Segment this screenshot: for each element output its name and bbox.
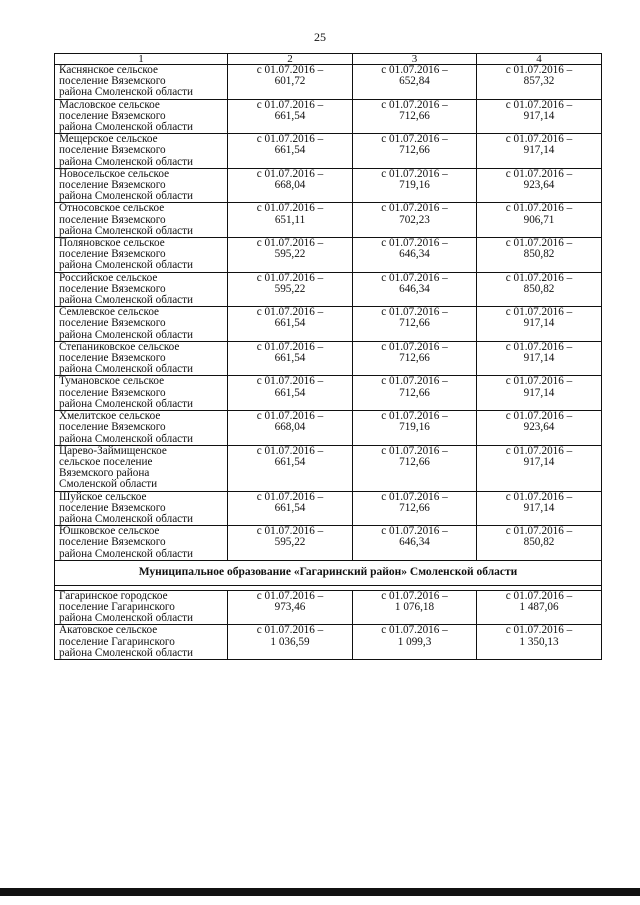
tariff-cell-c3 <box>353 99 477 134</box>
tariff-cell-c4 <box>477 491 602 526</box>
tariff-cell-c2 <box>228 203 353 238</box>
settlement-name-line: поселение Вяземского <box>59 75 166 88</box>
tariff-cell-c4 <box>477 376 602 411</box>
table-row <box>55 99 602 134</box>
tariff-value: 1 350,13 <box>519 635 559 648</box>
tariff-value: 973,46 <box>274 600 306 613</box>
tariff-value: 917,14 <box>523 386 555 399</box>
tariff-cell-c4 <box>477 526 602 561</box>
settlement-name-line: Гагаринское городское <box>59 589 168 602</box>
tariff-cell-c4 <box>477 307 602 342</box>
tariff-cell-c2 <box>228 65 353 100</box>
table-row <box>55 168 602 203</box>
table-row <box>55 65 602 100</box>
settlement-name-line: поселение Вяземского <box>59 109 166 122</box>
tariff-value: 595,22 <box>274 282 306 295</box>
effective-date: с 01.07.2016 – <box>256 340 324 353</box>
tariff-value: 661,54 <box>274 501 306 514</box>
tariff-value: 1 487,06 <box>519 600 559 613</box>
tariff-value: 719,16 <box>399 421 430 434</box>
settlement-name-line: района Смоленской области <box>59 547 194 560</box>
bottom-border-bar <box>0 888 640 896</box>
tariff-cell-c2 <box>228 168 353 203</box>
table-body-gagarinsky <box>55 590 602 659</box>
tariff-cell-c2 <box>228 272 353 307</box>
tariff-cell-c2 <box>228 526 353 561</box>
tariff-cell-c3 <box>353 307 477 342</box>
tariff-value: 850,82 <box>523 248 555 261</box>
tariff-cell-c2 <box>228 445 353 491</box>
effective-date: с 01.07.2016 – <box>256 525 324 538</box>
tariff-value: 646,34 <box>399 248 430 261</box>
settlement-name-line: Российское сельское <box>59 271 158 284</box>
tariff-value: 601,72 <box>274 75 306 88</box>
effective-date: с 01.07.2016 – <box>256 98 324 111</box>
effective-date: с 01.07.2016 – <box>381 525 448 538</box>
settlement-name-cell <box>55 307 228 342</box>
settlement-name-line: района Смоленской области <box>59 432 194 445</box>
tariff-value: 712,66 <box>399 501 430 514</box>
settlement-name-line: Относовское сельское <box>59 202 165 215</box>
settlement-name-line: Акатовское сельское <box>59 624 158 637</box>
effective-date: с 01.07.2016 – <box>256 444 324 457</box>
settlement-name-line: поселение Вяземского <box>59 421 166 434</box>
effective-date: с 01.07.2016 – <box>381 98 448 111</box>
tariff-cell-c4 <box>477 99 602 134</box>
tariff-cell-c3 <box>353 445 477 491</box>
settlement-name-line: района Смоленской области <box>59 646 194 659</box>
tariff-value: 712,66 <box>399 352 430 365</box>
effective-date: с 01.07.2016 – <box>256 624 324 637</box>
effective-date: с 01.07.2016 – <box>381 167 448 180</box>
settlement-name-line: района Смоленской области <box>59 328 194 341</box>
section-header <box>55 560 602 590</box>
table-row <box>55 203 602 238</box>
tariff-cell-c4 <box>477 134 602 169</box>
effective-date: с 01.07.2016 – <box>505 490 573 503</box>
tariff-cell-c2 <box>228 590 353 625</box>
settlement-name-line: Вяземского района <box>59 467 150 480</box>
tariff-cell-c3 <box>353 238 477 273</box>
tariff-value: 595,22 <box>274 536 306 549</box>
settlement-name-cell <box>55 376 228 411</box>
settlement-name-line: района Смоленской области <box>59 224 194 237</box>
settlement-name-line: района Смоленской области <box>59 121 194 134</box>
effective-date: с 01.07.2016 – <box>505 271 573 284</box>
tariff-cell-c3 <box>353 491 477 526</box>
table-row <box>55 491 602 526</box>
page-number: 25 <box>314 30 326 44</box>
settlement-name-line: района Смоленской области <box>59 512 194 525</box>
column-header: 3 <box>353 54 477 65</box>
effective-date: с 01.07.2016 – <box>505 589 573 602</box>
settlement-name-line: Мещерское сельское <box>59 133 158 146</box>
tariff-cell-c3 <box>353 203 477 238</box>
tariff-cell-c4 <box>477 272 602 307</box>
tariff-value: 702,23 <box>399 213 430 226</box>
settlement-name-line: Масловское сельское <box>59 98 160 111</box>
settlement-name-line: района Смоленской области <box>59 397 194 410</box>
tariff-value: 917,14 <box>523 144 555 157</box>
tariff-value: 1 099,3 <box>397 635 432 648</box>
effective-date: с 01.07.2016 – <box>505 202 573 215</box>
settlement-name-cell <box>55 341 228 376</box>
effective-date: с 01.07.2016 – <box>505 410 573 423</box>
header-row <box>55 54 602 65</box>
tariff-value: 712,66 <box>399 386 430 399</box>
effective-date: с 01.07.2016 – <box>256 375 324 388</box>
tariff-cell-c4 <box>477 590 602 625</box>
settlement-name-line: поселение Вяземского <box>59 179 166 192</box>
effective-date: с 01.07.2016 – <box>381 410 448 423</box>
effective-date: с 01.07.2016 – <box>256 237 324 250</box>
tariff-cell-c2 <box>228 341 353 376</box>
column-header: 4 <box>477 54 602 65</box>
tariff-cell-c2 <box>228 625 353 660</box>
effective-date: с 01.07.2016 – <box>381 64 448 76</box>
effective-date: с 01.07.2016 – <box>381 340 448 353</box>
tariff-cell-c3 <box>353 526 477 561</box>
tariff-cell-c4 <box>477 238 602 273</box>
settlement-name-line: района Смоленской области <box>59 190 194 203</box>
table-row <box>55 526 602 561</box>
tariff-cell-c2 <box>228 411 353 446</box>
settlement-name-line: района Смоленской области <box>59 86 194 99</box>
effective-date: с 01.07.2016 – <box>505 444 573 457</box>
effective-date: с 01.07.2016 – <box>505 306 573 319</box>
table-row <box>55 341 602 376</box>
tariff-cell-c2 <box>228 376 353 411</box>
settlement-name-line: Степаниковское сельское <box>59 340 180 353</box>
effective-date: с 01.07.2016 – <box>505 525 573 538</box>
tariff-value: 651,11 <box>274 213 306 226</box>
column-header: 1 <box>55 54 228 65</box>
tariff-cell-c2 <box>228 307 353 342</box>
effective-date: с 01.07.2016 – <box>256 167 324 180</box>
settlement-name-line: Тумановское сельское <box>59 375 165 388</box>
tariff-value: 712,66 <box>399 109 430 122</box>
tariff-cell-c2 <box>228 99 353 134</box>
tariff-table <box>54 53 602 660</box>
settlement-name-line: поселение Вяземского <box>59 282 166 295</box>
tariff-value: 917,14 <box>523 352 555 365</box>
effective-date: с 01.07.2016 – <box>505 167 573 180</box>
tariff-cell-c4 <box>477 411 602 446</box>
table-row <box>55 134 602 169</box>
effective-date: с 01.07.2016 – <box>505 133 573 146</box>
effective-date: с 01.07.2016 – <box>381 133 448 146</box>
settlement-name-line: поселение Вяземского <box>59 317 166 330</box>
tariff-value: 1 076,18 <box>394 600 435 613</box>
effective-date: с 01.07.2016 – <box>381 589 448 602</box>
tariff-cell-c4 <box>477 203 602 238</box>
tariff-value: 668,04 <box>274 421 306 434</box>
settlement-name-cell <box>55 99 228 134</box>
settlement-name-cell <box>55 238 228 273</box>
settlement-name-line: Юшковское сельское <box>59 525 160 538</box>
settlement-name-line: района Смоленской области <box>59 612 194 625</box>
tariff-cell-c3 <box>353 272 477 307</box>
settlement-name-cell <box>55 411 228 446</box>
tariff-cell-c3 <box>353 411 477 446</box>
effective-date: с 01.07.2016 – <box>505 64 573 76</box>
effective-date: с 01.07.2016 – <box>256 410 324 423</box>
tariff-value: 661,54 <box>274 455 306 468</box>
effective-date: с 01.07.2016 – <box>256 133 324 146</box>
effective-date: с 01.07.2016 – <box>256 589 324 602</box>
tariff-value: 661,54 <box>274 352 306 365</box>
settlement-name-line: поселение Вяземского <box>59 501 166 514</box>
settlement-name-line: поселение Вяземского <box>59 144 166 157</box>
tariff-value: 661,54 <box>274 109 306 122</box>
settlement-name-cell <box>55 625 228 660</box>
table-row <box>55 376 602 411</box>
tariff-value: 719,16 <box>399 179 430 192</box>
tariff-value: 917,14 <box>523 455 555 468</box>
tariff-cell-c4 <box>477 65 602 100</box>
settlement-name-line: поселение Гагаринского <box>59 635 175 648</box>
settlement-name-line: района Смоленской области <box>59 363 194 376</box>
tariff-cell-c2 <box>228 134 353 169</box>
tariff-value: 857,32 <box>523 75 555 88</box>
tariff-cell-c4 <box>477 625 602 660</box>
settlement-name-line: поселение Вяземского <box>59 536 166 549</box>
settlement-name-line: района Смоленской области <box>59 259 194 272</box>
effective-date: с 01.07.2016 – <box>256 64 324 76</box>
settlement-name-line: Хмелитское сельское <box>59 410 161 423</box>
settlement-name-cell <box>55 491 228 526</box>
effective-date: с 01.07.2016 – <box>381 490 448 503</box>
section-row <box>55 560 602 585</box>
tariff-value: 712,66 <box>399 317 430 330</box>
tariff-value: 917,14 <box>523 317 555 330</box>
tariff-value: 850,82 <box>523 282 555 295</box>
settlement-name-line: Смоленской области <box>59 478 158 491</box>
tariff-cell-c3 <box>353 168 477 203</box>
table-body-vyazemsky <box>55 65 602 561</box>
effective-date: с 01.07.2016 – <box>256 306 324 319</box>
tariff-value: 668,04 <box>274 179 306 192</box>
tariff-value: 661,54 <box>274 144 306 157</box>
tariff-value: 595,22 <box>274 248 306 261</box>
tariff-cell-c3 <box>353 590 477 625</box>
effective-date: с 01.07.2016 – <box>505 340 573 353</box>
settlement-name-cell <box>55 272 228 307</box>
settlement-name-cell <box>55 526 228 561</box>
section-title: Муниципальное образование «Гагаринский район» Смоленской области <box>55 560 602 585</box>
tariff-cell-c3 <box>353 625 477 660</box>
effective-date: с 01.07.2016 – <box>505 375 573 388</box>
column-header: 2 <box>228 54 353 65</box>
settlement-name-line: Царево-Займищенское <box>59 444 167 457</box>
tariff-value: 923,64 <box>523 179 555 192</box>
effective-date: с 01.07.2016 – <box>381 202 448 215</box>
tariff-cell-c3 <box>353 65 477 100</box>
settlement-name-line: Семлевское сельское <box>59 306 160 319</box>
table-row <box>55 625 602 660</box>
effective-date: с 01.07.2016 – <box>381 624 448 637</box>
tariff-value: 906,71 <box>523 213 555 226</box>
settlement-name-line: района Смоленской области <box>59 155 194 168</box>
effective-date: с 01.07.2016 – <box>381 306 448 319</box>
tariff-cell-c3 <box>353 341 477 376</box>
settlement-name-cell <box>55 168 228 203</box>
tariff-value: 1 036,59 <box>270 635 310 648</box>
effective-date: с 01.07.2016 – <box>381 271 448 284</box>
tariff-value: 646,34 <box>399 536 430 549</box>
tariff-cell-c3 <box>353 134 477 169</box>
tariff-value: 646,34 <box>399 282 430 295</box>
settlement-name-line: поселение Вяземского <box>59 248 166 261</box>
settlement-name-cell <box>55 203 228 238</box>
settlement-name-cell <box>55 134 228 169</box>
effective-date: с 01.07.2016 – <box>381 375 448 388</box>
settlement-name-line: Поляновское сельское <box>59 237 165 250</box>
settlement-name-line: поселение Вяземского <box>59 352 166 365</box>
tariff-value: 917,14 <box>523 501 555 514</box>
tariff-cell-c3 <box>353 376 477 411</box>
settlement-name-line: поселение Гагаринского <box>59 600 175 613</box>
table-row <box>55 411 602 446</box>
settlement-name-cell <box>55 65 228 100</box>
settlement-name-line: сельское поселение <box>59 455 153 468</box>
table-row <box>55 307 602 342</box>
tariff-value: 661,54 <box>274 317 306 330</box>
settlement-name-line: поселение Вяземского <box>59 386 166 399</box>
tariff-value: 712,66 <box>399 455 430 468</box>
settlement-name-line: района Смоленской области <box>59 294 194 307</box>
settlement-name-line: Новосельское сельское <box>59 167 170 180</box>
table-row <box>55 272 602 307</box>
tariff-cell-c2 <box>228 491 353 526</box>
tariff-value: 652,84 <box>399 75 430 88</box>
settlement-name-line: Шуйское сельское <box>59 490 147 503</box>
effective-date: с 01.07.2016 – <box>381 237 448 250</box>
table-row <box>55 445 602 491</box>
effective-date: с 01.07.2016 – <box>505 624 573 637</box>
tariff-cell-c4 <box>477 168 602 203</box>
tariff-value: 917,14 <box>523 109 555 122</box>
tariff-value: 661,54 <box>274 386 306 399</box>
settlement-name-cell <box>55 445 228 491</box>
table-row <box>55 238 602 273</box>
tariff-cell-c4 <box>477 341 602 376</box>
effective-date: с 01.07.2016 – <box>505 98 573 111</box>
effective-date: с 01.07.2016 – <box>505 237 573 250</box>
settlement-name-cell <box>55 590 228 625</box>
tariff-value: 923,64 <box>523 421 555 434</box>
table-row <box>55 590 602 625</box>
tariff-cell-c4 <box>477 445 602 491</box>
tariff-value: 850,82 <box>523 536 555 549</box>
tariff-value: 712,66 <box>399 144 430 157</box>
effective-date: с 01.07.2016 – <box>256 271 324 284</box>
tariff-cell-c2 <box>228 238 353 273</box>
effective-date: с 01.07.2016 – <box>256 490 324 503</box>
settlement-name-line: поселение Вяземского <box>59 213 166 226</box>
settlement-name-line: Каснянское сельское <box>59 64 158 76</box>
effective-date: с 01.07.2016 – <box>381 444 448 457</box>
effective-date: с 01.07.2016 – <box>256 202 324 215</box>
